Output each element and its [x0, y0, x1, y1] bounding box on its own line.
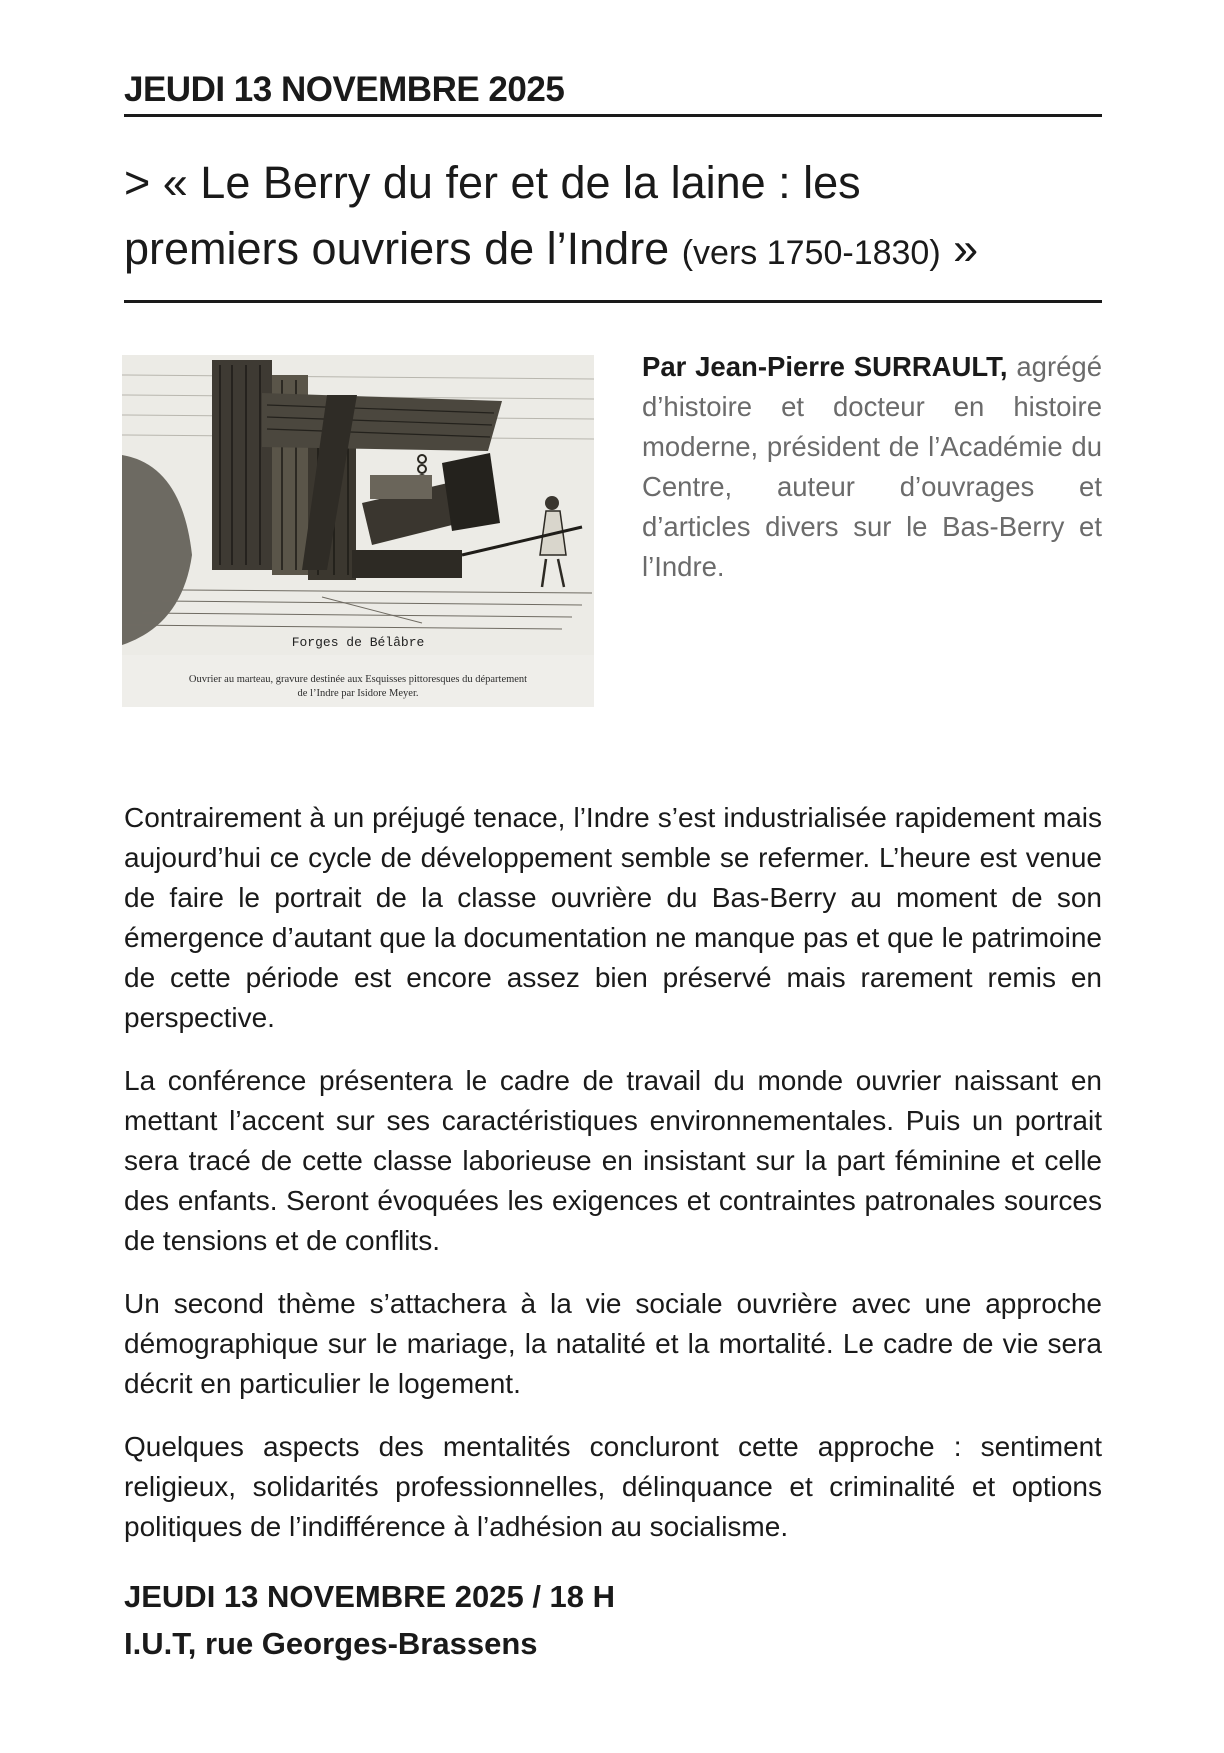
- author-name: Par Jean-Pierre SURRAULT,: [642, 351, 1008, 382]
- title-line-1: > « Le Berry du fer et de la laine : les: [124, 157, 861, 208]
- event-date-header: JEUDI 13 NOVEMBRE 2025: [124, 70, 565, 109]
- event-datetime: JEUDI 13 NOVEMBRE 2025 / 18 H: [124, 1579, 616, 1614]
- engraving-figure: [122, 355, 594, 707]
- title-dates: (vers 1750-1830): [681, 234, 941, 272]
- body-paragraph-2: La conférence présentera le cadre de travail du monde ouvrier naissant en mettant l’accent sur ses caractéristiques environnementales. Puis un portrait sera tracé de cette classe laborieuse en insistant sur la part féminine et celle des enfants. Seront évoquées les exigences et contraintes patronales sources de tensions et de conflits.: [124, 1065, 1102, 1256]
- lecture-description: [124, 798, 1102, 1570]
- title-line-2: [124, 216, 1104, 286]
- figure-caption-line-2: de l’Indre par Isidore Meyer.: [297, 688, 419, 699]
- lecture-title: [124, 150, 1104, 286]
- header-rule: [124, 114, 1102, 117]
- event-location: I.U.T, rue Georges-Brassens: [124, 1626, 538, 1661]
- body-paragraph-3: Un second thème s’attachera à la vie sociale ouvrière avec une approche démographique sur le mariage, la natalité et la mortalité. Le cadre de vie sera décrit en particulier le logement.: [124, 1288, 1102, 1399]
- author-block: [642, 347, 1102, 587]
- title-rule: [124, 300, 1102, 303]
- event-footer: [124, 1573, 1104, 1667]
- figure-caption: [122, 673, 594, 701]
- engraving-label: Forges de Bélâbre: [291, 635, 425, 650]
- engraving-illustration: [122, 355, 594, 655]
- body-paragraph-4: Quelques aspects des mentalités concluront cette approche : sentiment religieux, solidarités professionnelles, délinquance et criminalité et options politiques de l’indifférence à l’adhésion au socialisme.: [124, 1431, 1102, 1542]
- author-bio: agrégé d’histoire et docteur en histoire moderne, président de l’Académie du Centre, auteur d’ouvrages et d’articles divers sur le Bas-Berry et l’Indre.: [642, 351, 1102, 582]
- body-paragraph-1: Contrairement à un préjugé tenace, l’Indre s’est industrialisée rapidement mais aujourd’hui ce cycle de développement semble se refermer. L’heure est venue de faire le portrait de la classe ouvrière du Bas-Berry au moment de son émergence d’autant que la documentation ne manque pas et que le patrimoine de cette période est encore assez bien préservé mais rarement remis en perspective.: [124, 802, 1102, 1033]
- figure-caption-line-1: Ouvrier au marteau, gravure destinée aux Esquisses pittoresques du département: [188, 674, 528, 685]
- title-line-2-main: premiers ouvriers de l’Indre: [124, 223, 670, 274]
- title-closing-quote: »: [953, 223, 979, 274]
